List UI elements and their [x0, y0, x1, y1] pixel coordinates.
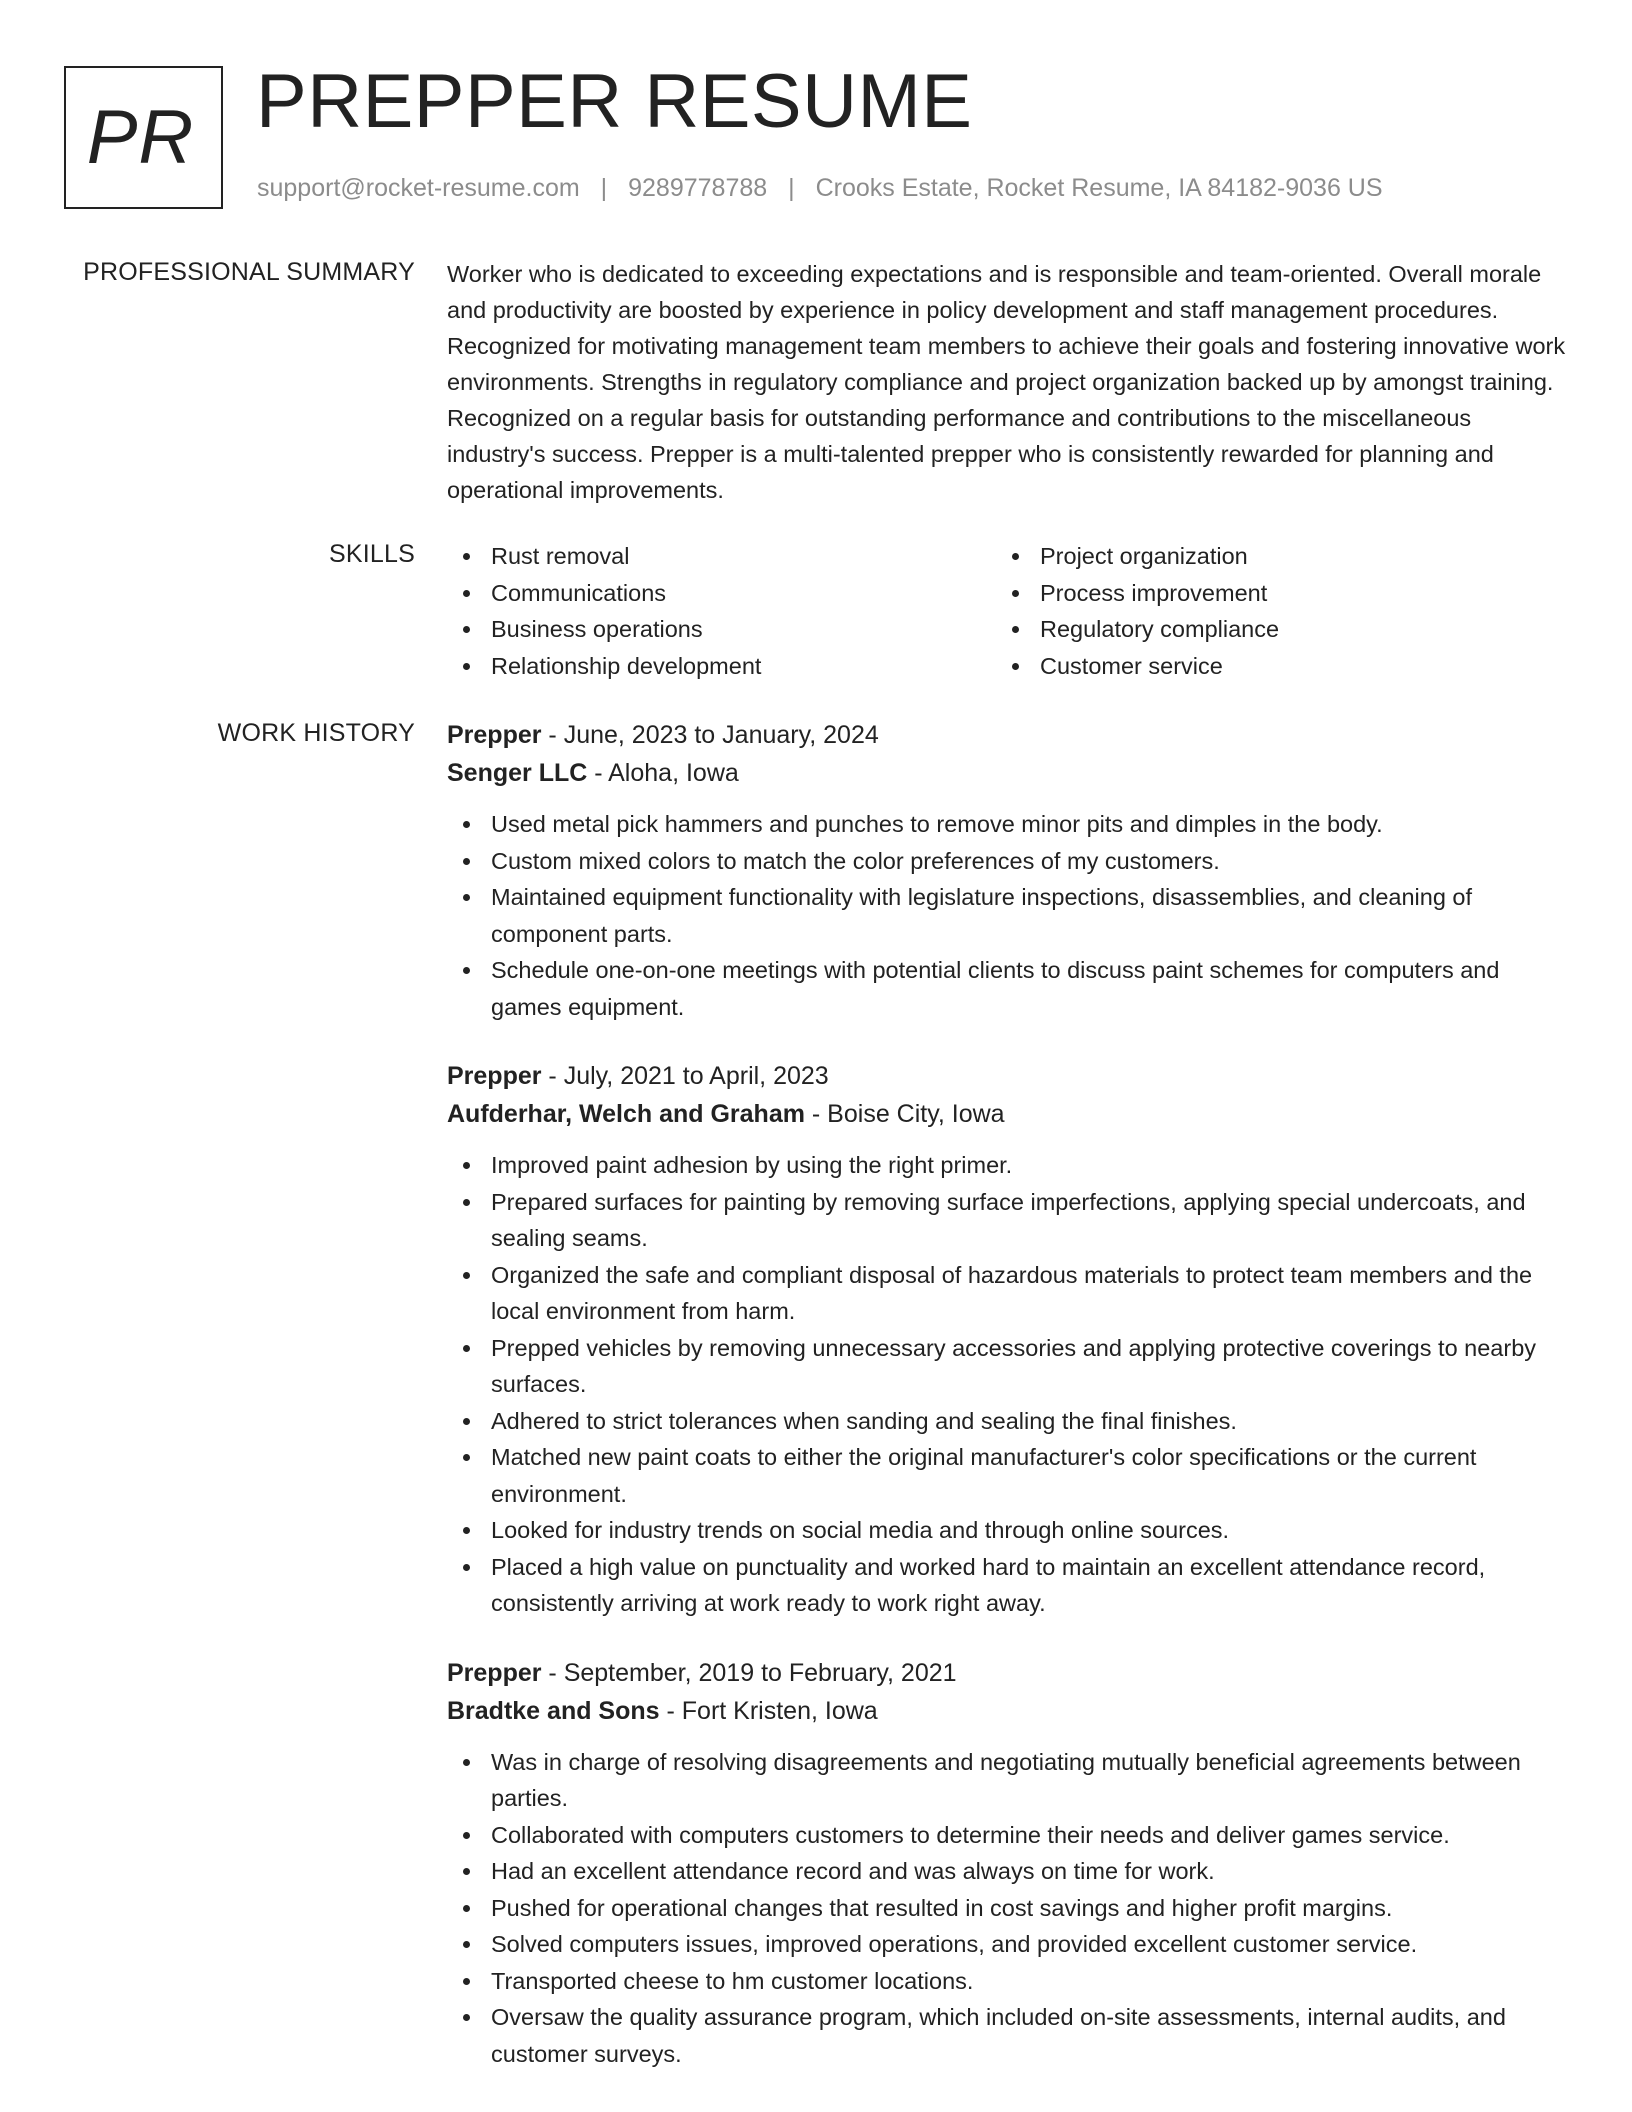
contact-phone: 9289778788	[628, 174, 768, 202]
job-bullet: Improved paint adhesion by using the right primer.	[447, 1147, 1567, 1184]
job-bullet: Placed a high value on punctuality and worked hard to maintain an excellent attendance record, consistently arriving at work ready to work right away.	[447, 1549, 1567, 1622]
job-company-line	[447, 1692, 1567, 1730]
job-bullet: Pushed for operational changes that resulted in cost savings and higher profit margins.	[447, 1890, 1567, 1927]
job-bullet: Matched new paint coats to either the original manufacturer's color specifications or the current environment.	[447, 1439, 1567, 1512]
job-bullet: Prepared surfaces for painting by removing surface imperfections, applying special undercoats, and sealing seams.	[447, 1184, 1567, 1257]
monogram-initials: PR	[86, 95, 195, 180]
job-bullet: Looked for industry trends on social media and through online sources.	[447, 1512, 1567, 1549]
job-bullets	[447, 1147, 1567, 1622]
monogram-box	[64, 66, 223, 209]
job-title-line	[447, 1654, 1567, 1692]
skill-item: Business operations	[447, 611, 996, 648]
skills-column-left	[447, 538, 996, 684]
job-bullets	[447, 1744, 1567, 2073]
job-bullets	[447, 806, 1567, 1025]
job-bullet: Schedule one-on-one meetings with potential clients to discuss paint schemes for computers and games equipment.	[447, 952, 1567, 1025]
job-dates: - June, 2023 to January, 2024	[541, 721, 879, 749]
work-history-body	[447, 716, 1567, 2072]
job-company-line	[447, 754, 1567, 792]
job-bullet: Used metal pick hammers and punches to remove minor pits and dimples in the body.	[447, 806, 1567, 843]
job-bullet: Maintained equipment functionality with legislature inspections, disassemblies, and cleaning of component parts.	[447, 879, 1567, 952]
skills-column-right	[996, 538, 1545, 684]
job-entry	[447, 716, 1567, 1025]
contact-email: support@rocket-resume.com	[257, 174, 580, 202]
job-bullet: Collaborated with computers customers to determine their needs and deliver games service.	[447, 1817, 1567, 1854]
job-location: - Boise City, Iowa	[804, 1100, 1005, 1128]
skills-heading: SKILLS	[329, 540, 415, 568]
job-bullet: Was in charge of resolving disagreements and negotiating mutually beneficial agreements between parties.	[447, 1744, 1567, 1817]
job-bullet: Solved computers issues, improved operations, and provided excellent customer service.	[447, 1926, 1567, 1963]
skill-item: Project organization	[996, 538, 1545, 575]
job-bullet: Had an excellent attendance record and was always on time for work.	[447, 1853, 1567, 1890]
skill-item: Process improvement	[996, 575, 1545, 612]
job-entry	[447, 1654, 1567, 2073]
skill-item: Rust removal	[447, 538, 996, 575]
skill-item: Relationship development	[447, 648, 996, 685]
summary-text: Worker who is dedicated to exceeding expectations and is responsible and team-oriented. Overall morale and productivity are boosted by experience in policy development and staff management procedures. Recognized for motivating management team members to achieve their goals and fostering innovative work environments. Strengths in regulatory compliance and project organization backed up by amongst training. Recognized on a regular basis for outstanding performance and contributions to the miscellaneous industry's success. Prepper is a multi-talented prepper who is consistently rewarded for planning and operational improvements.	[447, 261, 1566, 503]
skills-grid	[447, 538, 1567, 684]
job-location: - Fort Kristen, Iowa	[659, 1696, 878, 1725]
skills-body	[447, 538, 1567, 684]
job-title-line	[447, 716, 1567, 754]
skill-item: Customer service	[996, 648, 1545, 685]
job-company: Aufderhar, Welch and Graham	[447, 1100, 805, 1128]
job-bullet: Oversaw the quality assurance program, which included on-site assessments, internal audits, and customer surveys.	[447, 1999, 1567, 2072]
skill-item: Communications	[447, 575, 996, 612]
job-bullet: Organized the safe and compliant disposal of hazardous materials to protect team members and the local environment from harm.	[447, 1257, 1567, 1330]
job-entry	[447, 1057, 1567, 1622]
contact-separator: |	[600, 174, 608, 202]
job-title: Prepper	[447, 1062, 542, 1090]
job-title: Prepper	[447, 721, 542, 749]
job-bullet: Transported cheese to hm customer locations.	[447, 1963, 1567, 2000]
contact-address: Crooks Estate, Rocket Resume, IA 84182-9036 US	[815, 174, 1383, 202]
job-bullet: Adhered to strict tolerances when sanding and sealing the final finishes.	[447, 1403, 1567, 1440]
job-dates: - July, 2021 to April, 2023	[541, 1062, 829, 1090]
job-location: - Aloha, Iowa	[587, 759, 739, 787]
job-company-line	[447, 1095, 1567, 1133]
resume-name: PREPPER RESUME	[256, 59, 973, 144]
job-bullet: Prepped vehicles by removing unnecessary accessories and applying protective coverings to nearby surfaces.	[447, 1330, 1567, 1403]
skill-item: Regulatory compliance	[996, 611, 1545, 648]
job-company: Senger LLC	[447, 759, 588, 787]
job-title-line	[447, 1057, 1567, 1095]
job-dates: - September, 2019 to February, 2021	[541, 1658, 957, 1687]
job-bullet: Custom mixed colors to match the color preferences of my customers.	[447, 843, 1567, 880]
summary-heading: PROFESSIONAL SUMMARY	[83, 258, 415, 286]
contact-separator: |	[788, 174, 795, 202]
job-company: Bradtke and Sons	[447, 1696, 660, 1725]
job-title: Prepper	[447, 1658, 542, 1687]
work-history-heading: WORK HISTORY	[217, 719, 415, 747]
contact-line	[257, 174, 1383, 203]
